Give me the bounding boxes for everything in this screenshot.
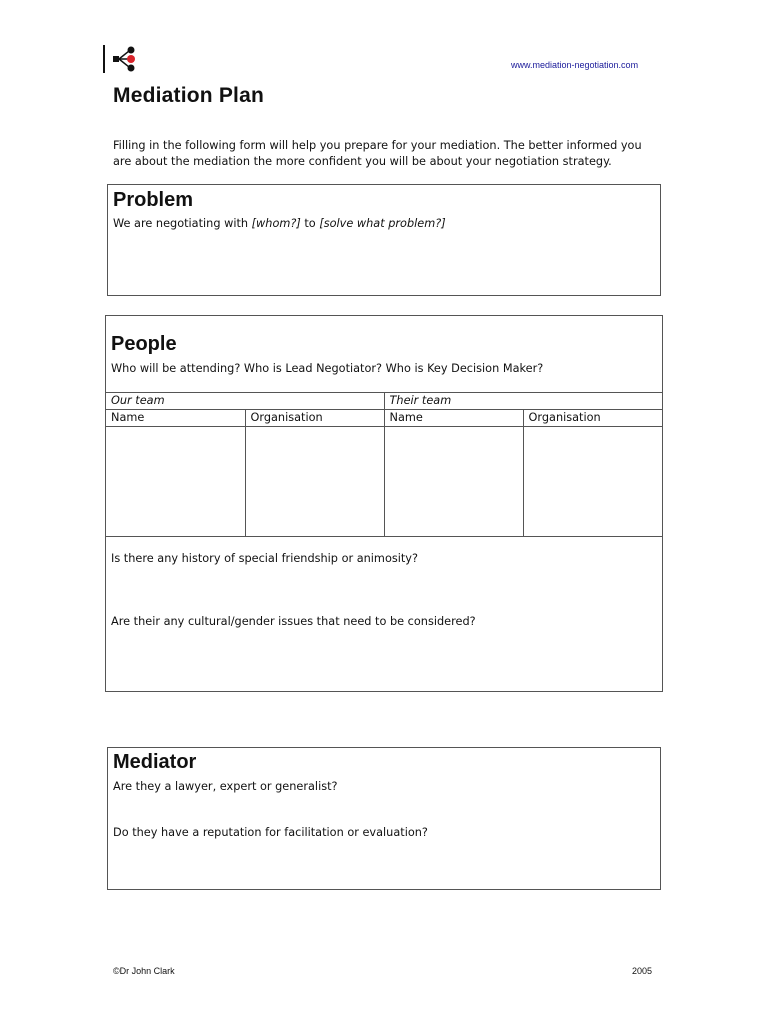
problem-heading: Problem	[113, 189, 194, 211]
column-header-row	[106, 410, 662, 427]
their-name-header: Name	[384, 410, 523, 427]
team-table	[106, 392, 662, 537]
their-name-cell[interactable]	[384, 427, 523, 537]
our-organisation-header: Organisation	[245, 410, 384, 427]
their-organisation-header: Organisation	[523, 410, 662, 427]
their-organisation-cell[interactable]	[523, 427, 662, 537]
their-team-label: Their team	[384, 393, 662, 410]
footer-year: 2005	[632, 966, 653, 976]
intro-paragraph: Filling in the following form will help you prepare for your mediation. The better informed you are about the mediation the more confident you will be about your negotiation strategy.	[113, 139, 642, 168]
problem-prompt-start: We are negotiating with	[113, 217, 252, 230]
problem-section[interactable]	[107, 184, 661, 296]
problem-prompt-to: to	[300, 217, 320, 230]
team-entry-row	[106, 427, 662, 537]
mediator-question-1: Are they a lawyer, expert or generalist?	[113, 780, 338, 793]
people-heading: People	[111, 333, 177, 355]
people-prompt: Who will be attending? Who is Lead Negotiator? Who is Key Decision Maker?	[111, 362, 544, 375]
problem-prompt-whom: [whom?]	[251, 217, 301, 230]
problem-prompt	[113, 217, 446, 230]
page-title: Mediation Plan	[113, 84, 264, 107]
mediator-heading: Mediator	[113, 751, 197, 773]
website-link[interactable]: www.mediation-negotiation.com	[511, 60, 639, 70]
people-section	[105, 315, 663, 692]
our-team-label: Our team	[106, 393, 384, 410]
cultural-question: Are their any cultural/gender issues that need to be considered?	[111, 615, 476, 628]
history-question: Is there any history of special friendship or animosity?	[111, 552, 418, 565]
our-organisation-cell[interactable]	[245, 427, 384, 537]
mediation-negotiation-logo	[103, 45, 139, 75]
footer-author: ©Dr John Clark	[113, 966, 175, 976]
problem-prompt-problem: [solve what problem?]	[319, 217, 446, 230]
mediator-section[interactable]	[107, 747, 661, 890]
our-name-header: Name	[106, 410, 245, 427]
team-header-row	[106, 393, 662, 410]
our-name-cell[interactable]	[106, 427, 245, 537]
mediator-question-2: Do they have a reputation for facilitation or evaluation?	[113, 826, 428, 839]
